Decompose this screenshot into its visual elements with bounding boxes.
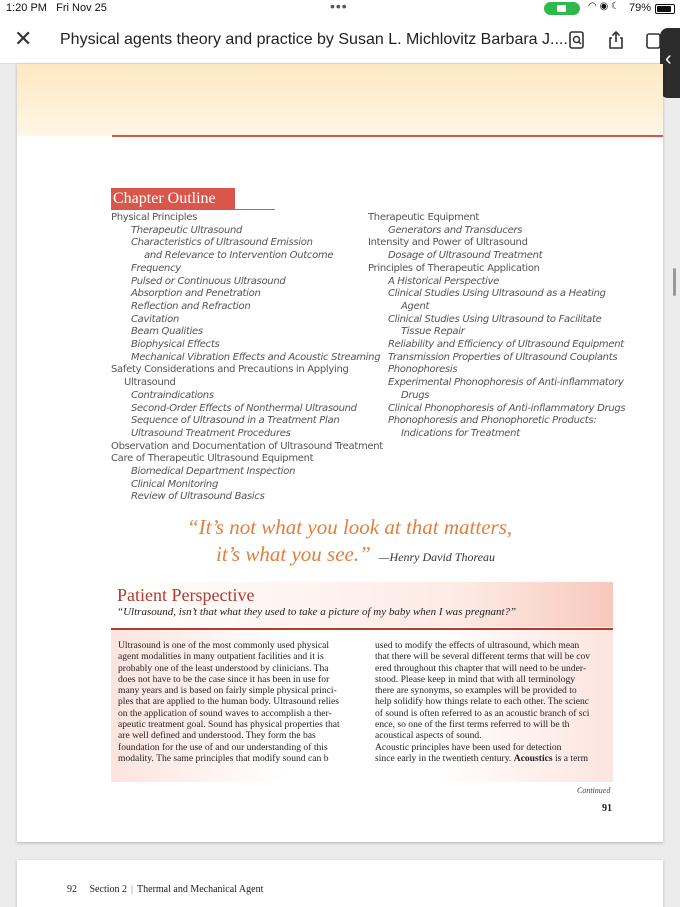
page-number: 91: [602, 803, 612, 814]
outline-item: Generators and Transducers: [388, 224, 523, 236]
quote-line-1: “It’s not what you look at that matters,: [187, 515, 513, 539]
outline-item: Safety Considerations and Precautions in Applying: [111, 364, 349, 376]
body-text-line: acoustical aspects of sound.: [375, 730, 482, 742]
body-text-line: apeutic treatment goal. Sound has physical properties that: [118, 719, 340, 731]
outline-item: Clinical Studies Using Ultrasound as a Heating: [388, 288, 606, 300]
outline-item: Characteristics of Ultrasound Emission: [131, 237, 313, 249]
battery-icon: [655, 4, 675, 14]
document-title: Physical agents theory and practice by Susan L. Michlovitz Barbara J....: [60, 31, 568, 48]
body-text-line: many years and is based on fairly simple physical princi-: [118, 685, 337, 697]
status-time: 1:20 PM Fri Nov 25: [6, 2, 107, 14]
document-page: [17, 64, 663, 842]
chapter-outline-column-1: [111, 212, 383, 504]
side-panel-handle[interactable]: [660, 28, 680, 98]
outline-item: Cavitation: [131, 313, 180, 325]
outline-item: Experimental Phonophoresis of Anti-inflammatory: [388, 377, 624, 389]
body-text-line: used to modify the effects of ultrasound, which mean: [375, 640, 580, 651]
body-text-line: that there will be several different terms that will be cov: [375, 651, 591, 663]
page-header-band: [17, 64, 663, 136]
outline-item: Clinical Phonophoresis of Anti-inflammatory Drugs: [388, 402, 626, 414]
outline-item: Phonophoresis and Phonophoretic Products:: [388, 415, 597, 427]
footer-separator: |: [131, 884, 134, 895]
chapter-outline-heading: Chapter Outline: [111, 188, 235, 210]
footer-page-number: 92: [67, 884, 77, 895]
search-document-icon[interactable]: [567, 30, 587, 50]
body-text-line: stood. Please keep in mind that with all terminology: [375, 673, 576, 685]
outline-item: Sequence of Ultrasound in a Treatment Plan: [131, 415, 340, 427]
multitasking-dots-icon[interactable]: •••: [330, 0, 348, 14]
outline-item: Biomedical Department Inspection: [131, 466, 296, 478]
status-bar: [0, 0, 680, 18]
footer-section: Section 2: [89, 884, 127, 895]
outline-item: Absorption and Penetration: [131, 288, 261, 300]
outline-item: Mechanical Vibration Effects and Acoustic Streaming: [131, 351, 381, 363]
chevron-left-icon: ‹: [665, 48, 672, 70]
continued-label: Continued: [577, 786, 611, 795]
outline-item: Ultrasound Treatment Procedures: [131, 427, 291, 439]
outline-item: Phonophoresis: [388, 364, 458, 376]
outline-item: Clinical Studies Using Ultrasound to Facilitate: [388, 313, 602, 325]
body-text-line: on the application of sound waves to accomplish a ther-: [118, 707, 332, 719]
outline-item: Principles of Therapeutic Application: [368, 262, 540, 274]
body-text-line: does not have to be the case since it has been in use for: [118, 673, 330, 685]
outline-item: Second-Order Effects of Nonthermal Ultrasound: [131, 402, 357, 414]
chapter-outline-column-2: [368, 212, 625, 441]
outline-item: Pulsed or Continuous Ultrasound: [131, 275, 286, 287]
reader-toolbar: [0, 18, 680, 64]
quote-attribution: —Henry David Thoreau: [378, 550, 496, 564]
outline-item: and Relevance to Intervention Outcome: [144, 250, 334, 262]
body-text-column-2: [375, 640, 613, 764]
body-text-line: ples that are applied to the human body. Ultrasound relies: [118, 696, 340, 708]
quote-line-2: it’s what you see.” —Henry David Thoreau: [216, 542, 496, 566]
body-text-line: help solidify how things relate to each other. The scienc: [375, 696, 590, 708]
outline-item: Therapeutic Ultrasound: [131, 224, 243, 236]
outline-item: Tissue Repair: [401, 326, 465, 338]
outline-item: Clinical Monitoring: [131, 478, 219, 490]
outline-item: Reflection and Refraction: [131, 300, 251, 312]
body-text-line: there are synonyms, so examples will be provided to: [375, 685, 577, 697]
body-text-line: probably one of the least understood by clinicians. Tha: [118, 662, 329, 674]
outline-item: Ultrasound: [124, 377, 176, 389]
outline-item: Physical Principles: [111, 212, 198, 223]
outline-item: Dosage of Ultrasound Treatment: [388, 250, 543, 262]
outline-item: Beam Qualities: [131, 326, 203, 338]
next-document-page: [17, 860, 663, 907]
wifi-icon: ◠ ◉ ☾: [588, 1, 620, 12]
outline-item: Therapeutic Equipment: [368, 212, 480, 223]
patient-perspective-box: [111, 582, 613, 627]
outline-item: Review of Ultrasound Basics: [131, 491, 265, 503]
patient-perspective-subtitle: “Ultrasound, isn’t that what they used to take a picture of my baby when I was pregnant?”: [117, 606, 517, 618]
outline-item: Drugs: [401, 389, 430, 401]
outline-item: Intensity and Power of Ultrasound: [368, 237, 528, 249]
patient-perspective-title: Patient Perspective: [117, 585, 255, 605]
body-text-line: since early in the twentieth century. Acoustics is a term: [375, 752, 589, 764]
outline-item: Care of Therapeutic Ultrasound Equipment: [111, 453, 314, 465]
outline-item: Contraindications: [131, 389, 214, 401]
header-rule: [112, 135, 663, 137]
outline-item: Biophysical Effects: [131, 339, 220, 351]
body-text-line: of sound is often referred to as an acoustic branch of sci: [375, 707, 590, 719]
close-icon[interactable]: ✕: [14, 26, 33, 51]
body-text-line: agent modalities in many outpatient facilities and it is: [118, 651, 324, 663]
body-text-line: Ultrasound is one of the most commonly used physical: [118, 640, 330, 651]
bold-term: Acoustics: [513, 752, 553, 764]
facetime-active-icon[interactable]: [544, 2, 580, 15]
outline-item: A Historical Perspective: [388, 275, 500, 287]
body-text-column-1: [118, 640, 356, 764]
body-text-line: foundation for the use of and our understanding of this: [118, 741, 328, 753]
outline-item: Frequency: [131, 262, 181, 274]
page-footer: [67, 884, 263, 895]
body-text-line: are well defined and understood. They form the bas: [118, 730, 316, 742]
outline-item: Indications for Treatment: [401, 427, 520, 439]
body-text-line: ered throughout this chapter that will need to be under-: [375, 662, 587, 674]
outline-rule: [235, 209, 275, 210]
body-text-line: ence, so one of the first terms referred to will be th: [375, 719, 570, 731]
outline-item: Agent: [401, 300, 430, 312]
epigraph-quote: [187, 514, 512, 571]
outline-item: Reliability and Efficiency of Ultrasound Equipment: [388, 339, 624, 351]
share-icon[interactable]: [606, 30, 626, 50]
footer-title: Thermal and Mechanical Agent: [137, 884, 264, 895]
body-text-line: Acoustic principles have been used for detection: [375, 741, 562, 753]
scrollbar[interactable]: [673, 268, 676, 296]
battery-percentage: 79%: [629, 2, 652, 14]
outline-item: Transmission Properties of Ultrasound Couplants: [388, 351, 618, 363]
body-text-line: modality. The same principles that modify sound can b: [118, 752, 329, 764]
outline-item: Observation and Documentation of Ultrasound Treatment: [111, 440, 383, 452]
